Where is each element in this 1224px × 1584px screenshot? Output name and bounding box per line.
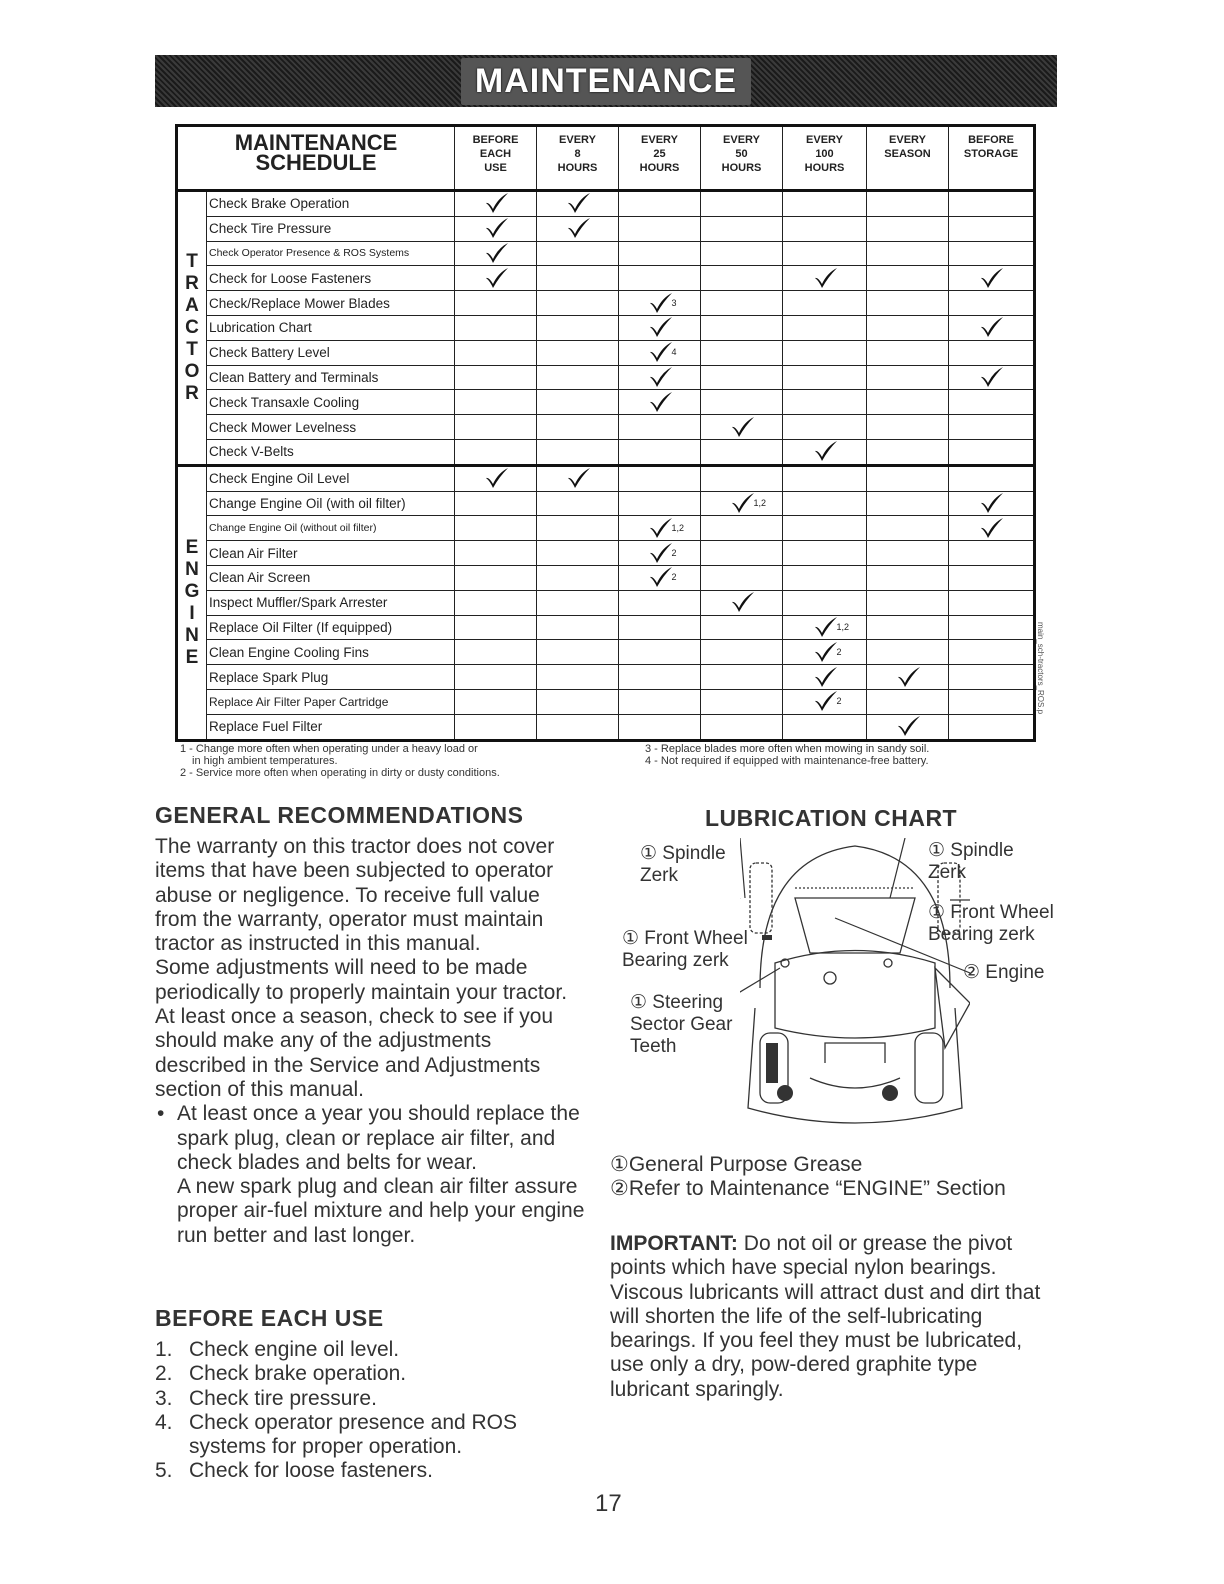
schedule-cell bbox=[949, 640, 1035, 665]
task-name: Change Engine Oil (without oil filter) bbox=[207, 516, 455, 541]
schedule-cell bbox=[537, 714, 619, 740]
general-p1: The warranty on this tractor does not cover items that have been subjected to operator abuse or negligence. To receive full value from the warranty, operator must maintain tractor as instructed in this manual. bbox=[155, 835, 555, 956]
schedule-cell bbox=[537, 241, 619, 266]
schedule-cell bbox=[455, 590, 537, 615]
schedule-cell bbox=[455, 315, 537, 340]
schedule-cell bbox=[783, 665, 867, 690]
checkmark-icon bbox=[813, 440, 837, 460]
checkmark-icon: 2 bbox=[648, 542, 672, 562]
schedule-cell bbox=[619, 266, 701, 291]
schedule-cell bbox=[619, 315, 701, 340]
checkmark-icon bbox=[648, 391, 672, 411]
tractor-row bbox=[177, 191, 1035, 217]
schedule-cell bbox=[619, 491, 701, 516]
tractor-row bbox=[177, 439, 1035, 465]
before-use-item: 1. Check engine oil level. bbox=[155, 1338, 400, 1361]
schedule-cell bbox=[867, 615, 949, 640]
schedule-cell bbox=[619, 541, 701, 566]
engine-row bbox=[177, 516, 1035, 541]
checkmark-icon bbox=[484, 217, 508, 237]
column-header-6: BEFORE STORAGE bbox=[949, 126, 1035, 191]
schedule-cell bbox=[949, 541, 1035, 566]
schedule-cell bbox=[537, 439, 619, 465]
footnote-3: 3 - Replace blades more often when mowing in sandy soil. bbox=[645, 743, 930, 755]
schedule-cell bbox=[867, 340, 949, 365]
schedule-cell bbox=[949, 340, 1035, 365]
schedule-cell bbox=[701, 365, 783, 390]
engine-row bbox=[177, 590, 1035, 615]
column-header-3: EVERY 50 HOURS bbox=[701, 126, 783, 191]
schedule-cell bbox=[701, 689, 783, 714]
tractor-row bbox=[177, 266, 1035, 291]
schedule-cell bbox=[867, 714, 949, 740]
engine-section-label: E N G I N E bbox=[177, 465, 207, 740]
schedule-cell bbox=[537, 340, 619, 365]
schedule-cell bbox=[867, 565, 949, 590]
schedule-cell bbox=[701, 241, 783, 266]
schedule-cell bbox=[783, 291, 867, 316]
column-header-5: EVERY SEASON bbox=[867, 126, 949, 191]
schedule-cell bbox=[701, 665, 783, 690]
checkmark-icon: 1,2 bbox=[813, 616, 837, 636]
schedule-cell bbox=[867, 266, 949, 291]
before-use-item: 5. Check for loose fasteners. bbox=[155, 1459, 433, 1483]
schedule-cell bbox=[867, 689, 949, 714]
schedule-cell bbox=[701, 415, 783, 440]
checkmark-icon: 1,2 bbox=[730, 492, 754, 512]
schedule-cell bbox=[949, 689, 1035, 714]
engine-row bbox=[177, 640, 1035, 665]
tractor-row bbox=[177, 390, 1035, 415]
schedule-cell bbox=[701, 340, 783, 365]
schedule-cell bbox=[701, 315, 783, 340]
schedule-cell bbox=[455, 390, 537, 415]
checkmark-icon bbox=[979, 366, 1003, 386]
column-header-0: BEFORE EACH USE bbox=[455, 126, 537, 191]
engine-row bbox=[177, 615, 1035, 640]
schedule-cell bbox=[949, 315, 1035, 340]
schedule-cell bbox=[949, 665, 1035, 690]
before-each-use-heading: BEFORE EACH USE bbox=[155, 1305, 384, 1331]
schedule-cell bbox=[455, 615, 537, 640]
engine-row bbox=[177, 665, 1035, 690]
schedule-cell bbox=[619, 340, 701, 365]
maintenance-banner bbox=[155, 55, 1057, 107]
general-bullet-1: • At least once a year you should replace the spark plug, clean or replace air filter, and check blades and belts for wear. bbox=[155, 1102, 585, 1175]
schedule-cell bbox=[783, 491, 867, 516]
schedule-cell bbox=[867, 541, 949, 566]
schedule-cell bbox=[701, 541, 783, 566]
column-header-1: EVERY 8 HOURS bbox=[537, 126, 619, 191]
schedule-cell bbox=[867, 241, 949, 266]
banner-title: MAINTENANCE bbox=[461, 58, 751, 105]
schedule-cell bbox=[537, 541, 619, 566]
schedule-cell bbox=[537, 191, 619, 217]
schedule-cell bbox=[949, 565, 1035, 590]
schedule-cell bbox=[783, 390, 867, 415]
schedule-cell bbox=[867, 315, 949, 340]
schedule-cell bbox=[701, 615, 783, 640]
footnote-2: 2 - Service more often when operating in dirty or dusty conditions. bbox=[180, 767, 500, 779]
checkmark-icon bbox=[566, 467, 590, 487]
before-use-item: 3. Check tire pressure. bbox=[155, 1386, 377, 1410]
schedule-cell bbox=[537, 315, 619, 340]
checkmark-icon: 2 bbox=[813, 641, 837, 661]
checkmark-icon: 1,2 bbox=[648, 517, 672, 537]
schedule-cell bbox=[455, 640, 537, 665]
schedule-cell bbox=[619, 665, 701, 690]
schedule-cell bbox=[619, 615, 701, 640]
task-name: Inspect Muffler/Spark Arrester bbox=[207, 590, 455, 615]
task-name: Change Engine Oil (with oil filter) bbox=[207, 491, 455, 516]
task-name: Check for Loose Fasteners bbox=[207, 266, 455, 291]
checkmark-icon bbox=[648, 366, 672, 386]
tractor-row bbox=[177, 415, 1035, 440]
footnote-1: 1 - Change more often when operating under a heavy load or bbox=[180, 743, 478, 755]
schedule-cell bbox=[537, 415, 619, 440]
checkmark-icon bbox=[484, 467, 508, 487]
important-label: IMPORTANT: bbox=[610, 1232, 738, 1255]
label-spindle-zerk-right: ① Spindle Zerk bbox=[928, 840, 1014, 883]
schedule-cell bbox=[537, 516, 619, 541]
schedule-cell bbox=[537, 365, 619, 390]
schedule-cell bbox=[949, 465, 1035, 491]
schedule-cell bbox=[783, 315, 867, 340]
schedule-cell bbox=[619, 565, 701, 590]
schedule-cell bbox=[455, 191, 537, 217]
schedule-cell bbox=[867, 191, 949, 217]
schedule-cell bbox=[701, 590, 783, 615]
before-use-item: 2. Check brake operation. bbox=[155, 1362, 407, 1386]
schedule-cell bbox=[701, 714, 783, 740]
schedule-title-line2: SCHEDULE bbox=[255, 150, 377, 175]
schedule-cell bbox=[537, 266, 619, 291]
schedule-cell bbox=[783, 689, 867, 714]
general-p2: Some adjustments will need to be made periodically to properly maintain your tractor. bbox=[155, 956, 568, 1004]
schedule-cell bbox=[537, 615, 619, 640]
schedule-cell bbox=[783, 590, 867, 615]
general-p3: At least once a season, check to see if you should make any of the adjustments described in the Service and Adjustments section of this manual. bbox=[155, 1005, 554, 1101]
schedule-cell bbox=[701, 640, 783, 665]
checkmark-icon bbox=[484, 267, 508, 287]
schedule-cell bbox=[949, 615, 1035, 640]
checkmark-icon bbox=[566, 217, 590, 237]
column-header-4: EVERY 100 HOURS bbox=[783, 126, 867, 191]
engine-row bbox=[177, 689, 1035, 714]
important-note bbox=[610, 1232, 1060, 1402]
tractor-row bbox=[177, 340, 1035, 365]
schedule-cell bbox=[537, 689, 619, 714]
schedule-cell bbox=[537, 590, 619, 615]
schedule-cell bbox=[867, 590, 949, 615]
schedule-cell bbox=[619, 191, 701, 217]
legend-refer-engine: ②Refer to Maintenance “ENGINE” Section bbox=[610, 1177, 1006, 1201]
schedule-cell bbox=[867, 390, 949, 415]
schedule-cell bbox=[949, 291, 1035, 316]
schedule-cell bbox=[619, 714, 701, 740]
checkmark-icon bbox=[979, 316, 1003, 336]
checkmark-icon: 4 bbox=[648, 341, 672, 361]
checkmark-icon bbox=[979, 267, 1003, 287]
schedule-cell bbox=[455, 291, 537, 316]
checkmark-icon bbox=[648, 316, 672, 336]
tractor-row bbox=[177, 365, 1035, 390]
footnotes-right bbox=[645, 743, 929, 767]
task-name: Replace Fuel Filter bbox=[207, 714, 455, 740]
schedule-cell bbox=[783, 415, 867, 440]
checkmark-icon bbox=[730, 591, 754, 611]
footnote-4: 4 - Not required if equipped with maintenance-free battery. bbox=[645, 755, 929, 767]
schedule-cell bbox=[619, 640, 701, 665]
schedule-cell bbox=[455, 689, 537, 714]
schedule-cell bbox=[619, 516, 701, 541]
schedule-cell bbox=[949, 191, 1035, 217]
checkmark-icon bbox=[979, 517, 1003, 537]
schedule-cell bbox=[455, 714, 537, 740]
label-spindle-zerk-left: ① Spindle Zerk bbox=[640, 843, 726, 886]
schedule-cell bbox=[949, 415, 1035, 440]
lubrication-chart-heading: LUBRICATION CHART bbox=[705, 805, 958, 831]
schedule-cell bbox=[949, 516, 1035, 541]
schedule-cell bbox=[455, 216, 537, 241]
checkmark-icon bbox=[979, 492, 1003, 512]
task-name: Clean Air Filter bbox=[207, 541, 455, 566]
engine-row bbox=[177, 541, 1035, 566]
schedule-cell bbox=[537, 390, 619, 415]
legend-general-grease: ①General Purpose Grease bbox=[610, 1153, 863, 1176]
schedule-cell bbox=[701, 291, 783, 316]
schedule-cell bbox=[949, 266, 1035, 291]
engine-row bbox=[177, 565, 1035, 590]
schedule-cell bbox=[701, 516, 783, 541]
schedule-cell bbox=[455, 415, 537, 440]
before-use-item: 4. Check operator presence and ROS systems for proper operation. bbox=[155, 1410, 518, 1459]
schedule-cell bbox=[455, 340, 537, 365]
schedule-cell bbox=[783, 241, 867, 266]
task-name: Clean Engine Cooling Fins bbox=[207, 640, 455, 665]
schedule-cell bbox=[783, 714, 867, 740]
schedule-cell bbox=[701, 465, 783, 491]
schedule-cell bbox=[783, 439, 867, 465]
schedule-cell bbox=[619, 291, 701, 316]
schedule-cell bbox=[537, 291, 619, 316]
tractor-row bbox=[177, 241, 1035, 266]
schedule-cell bbox=[455, 365, 537, 390]
checkmark-icon bbox=[566, 192, 590, 212]
checkmark-icon bbox=[730, 416, 754, 436]
schedule-cell bbox=[867, 439, 949, 465]
important-text: Do not oil or grease the pivot points which have special nylon bearings. Viscous lubricants will attract dust and dirt that will shorten the life of the self-lubricating bearings. If you feel they must be lubricated, use only a dry, pow-dered graphite type lubricant sparingly. bbox=[610, 1232, 1041, 1401]
checkmark-icon bbox=[896, 715, 920, 735]
schedule-cell bbox=[949, 491, 1035, 516]
schedule-cell bbox=[783, 640, 867, 665]
schedule-cell bbox=[537, 465, 619, 491]
schedule-cell bbox=[867, 665, 949, 690]
checkmark-icon: 2 bbox=[648, 566, 672, 586]
tractor-row bbox=[177, 315, 1035, 340]
schedule-cell bbox=[783, 465, 867, 491]
schedule-cell bbox=[701, 191, 783, 217]
task-name: Check Transaxle Cooling bbox=[207, 390, 455, 415]
schedule-cell bbox=[537, 665, 619, 690]
checkmark-icon bbox=[813, 267, 837, 287]
schedule-cell bbox=[949, 590, 1035, 615]
maintenance-schedule-table bbox=[175, 124, 1036, 742]
schedule-title-line1: MAINTENANCE bbox=[234, 130, 398, 155]
label-engine: ② Engine bbox=[963, 962, 1045, 983]
engine-row bbox=[177, 465, 1035, 491]
lubrication-legend bbox=[610, 1153, 1070, 1202]
schedule-cell bbox=[455, 665, 537, 690]
task-name: Clean Air Screen bbox=[207, 565, 455, 590]
schedule-cell bbox=[701, 390, 783, 415]
schedule-cell bbox=[867, 640, 949, 665]
schedule-cell bbox=[455, 266, 537, 291]
schedule-cell bbox=[783, 516, 867, 541]
schedule-cell bbox=[455, 541, 537, 566]
schedule-cell bbox=[455, 491, 537, 516]
document-code: main_sch-tractors_ROS.p bbox=[1036, 622, 1045, 715]
task-name: Check Operator Presence & ROS Systems bbox=[207, 241, 455, 266]
tractor-row bbox=[177, 216, 1035, 241]
schedule-cell bbox=[867, 491, 949, 516]
schedule-cell bbox=[949, 216, 1035, 241]
schedule-cell bbox=[867, 516, 949, 541]
label-front-wheel-left: ① Front Wheel Bearing zerk bbox=[622, 928, 748, 971]
general-recommendations-heading: GENERAL RECOMMENDATIONS bbox=[155, 802, 524, 828]
footnotes-left bbox=[180, 743, 500, 779]
schedule-cell bbox=[619, 590, 701, 615]
schedule-cell bbox=[619, 390, 701, 415]
schedule-cell bbox=[537, 216, 619, 241]
schedule-cell bbox=[537, 491, 619, 516]
task-name: Replace Air Filter Paper Cartridge bbox=[207, 689, 455, 714]
schedule-cell bbox=[867, 365, 949, 390]
schedule-cell bbox=[701, 491, 783, 516]
schedule-cell bbox=[537, 565, 619, 590]
schedule-cell bbox=[619, 241, 701, 266]
schedule-cell bbox=[783, 541, 867, 566]
engine-row bbox=[177, 491, 1035, 516]
schedule-cell bbox=[949, 714, 1035, 740]
general-bullet-2: A new spark plug and clean air filter assure proper air-fuel mixture and help your engine run better and last longer. bbox=[177, 1175, 585, 1247]
schedule-cell bbox=[701, 439, 783, 465]
engine-row bbox=[177, 714, 1035, 740]
task-name: Replace Oil Filter (If equipped) bbox=[207, 615, 455, 640]
before-each-use-list bbox=[155, 1338, 585, 1484]
column-header-2: EVERY 25 HOURS bbox=[619, 126, 701, 191]
task-name: Check Engine Oil Level bbox=[207, 465, 455, 491]
schedule-cell bbox=[619, 439, 701, 465]
task-name: Check Brake Operation bbox=[207, 191, 455, 217]
schedule-cell bbox=[455, 516, 537, 541]
schedule-cell bbox=[619, 415, 701, 440]
schedule-cell bbox=[619, 365, 701, 390]
schedule-cell bbox=[949, 439, 1035, 465]
task-name: Check Tire Pressure bbox=[207, 216, 455, 241]
schedule-cell bbox=[783, 565, 867, 590]
schedule-cell bbox=[949, 365, 1035, 390]
schedule-cell bbox=[455, 465, 537, 491]
checkmark-icon bbox=[896, 666, 920, 686]
schedule-cell bbox=[455, 565, 537, 590]
schedule-cell bbox=[783, 191, 867, 217]
schedule-cell bbox=[867, 465, 949, 491]
task-name: Lubrication Chart bbox=[207, 315, 455, 340]
schedule-cell bbox=[455, 439, 537, 465]
page-number: 17 bbox=[595, 1490, 622, 1517]
task-name: Check/Replace Mower Blades bbox=[207, 291, 455, 316]
schedule-cell bbox=[783, 340, 867, 365]
checkmark-icon bbox=[813, 666, 837, 686]
schedule-cell bbox=[701, 216, 783, 241]
footnote-1-cont: in high ambient temperatures. bbox=[192, 755, 338, 767]
schedule-cell bbox=[619, 689, 701, 714]
schedule-cell bbox=[867, 415, 949, 440]
schedule-cell bbox=[619, 465, 701, 491]
schedule-cell bbox=[701, 565, 783, 590]
tractor-row bbox=[177, 291, 1035, 316]
schedule-cell bbox=[949, 390, 1035, 415]
schedule-cell bbox=[537, 640, 619, 665]
schedule-cell bbox=[867, 291, 949, 316]
schedule-cell bbox=[867, 216, 949, 241]
checkmark-icon: 2 bbox=[813, 690, 837, 710]
checkmark-icon bbox=[484, 242, 508, 262]
label-steering-sector-gear: ① Steering Sector Gear Teeth bbox=[630, 992, 733, 1057]
task-name: Clean Battery and Terminals bbox=[207, 365, 455, 390]
schedule-cell bbox=[783, 365, 867, 390]
schedule-title bbox=[177, 126, 455, 191]
checkmark-icon: 3 bbox=[648, 292, 672, 312]
task-name: Check Mower Levelness bbox=[207, 415, 455, 440]
label-front-wheel-right: ① Front Wheel Bearing zerk bbox=[928, 902, 1054, 945]
schedule-cell bbox=[783, 266, 867, 291]
schedule-cell bbox=[701, 266, 783, 291]
schedule-cell bbox=[783, 615, 867, 640]
schedule-cell bbox=[619, 216, 701, 241]
checkmark-icon bbox=[484, 192, 508, 212]
task-name: Check V-Belts bbox=[207, 439, 455, 465]
tractor-section-label: T R A C T O R bbox=[177, 191, 207, 466]
schedule-cell bbox=[949, 241, 1035, 266]
schedule-cell bbox=[783, 216, 867, 241]
general-recommendations-body bbox=[155, 835, 585, 1248]
task-name: Replace Spark Plug bbox=[207, 665, 455, 690]
task-name: Check Battery Level bbox=[207, 340, 455, 365]
schedule-cell bbox=[455, 241, 537, 266]
